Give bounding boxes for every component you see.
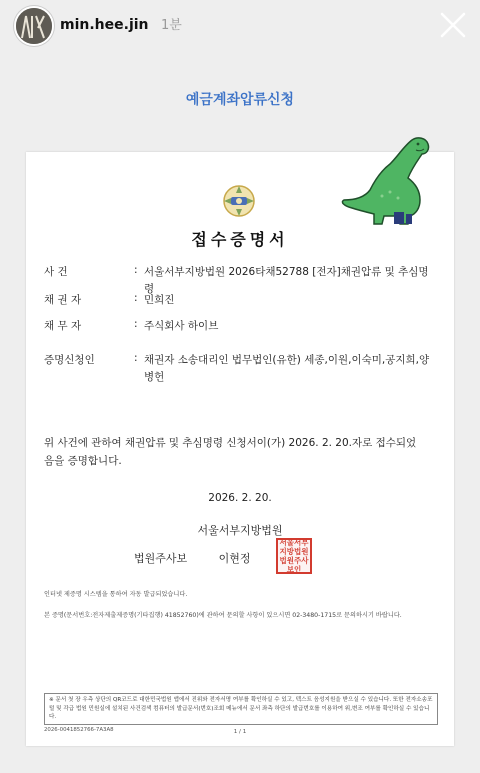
certificate-statement: 위 사건에 관하여 채권압류 및 추심명령 신청서이(가) 2026. 2. 20.자로 접수되었음을 증명합니다. [44,437,417,467]
document-number: 2026-0041852766-7A3A8 [44,727,114,733]
post-time: 1분 [160,18,182,33]
field-label: 채 무 자 [44,320,82,332]
field-label: 증명신청인 [44,354,95,366]
verification-footer: ※ 문서 첫 장 우측 상단의 QR코드로 대한민국법원 앱에서 진위와 전자서명 여부를 확인하실 수 있고, 텍스트 음성지원을 받으실 수 있습니다. 또한 전자소송포털 및 각급 법원 민원실에 설치된 사건검색 컴퓨터의 발급문서(번호)조회 메뉴에서 문서 좌측 하단의 발급번호를 이용하여 위,변조 여부를 확인하실 수 있습니다. [44,693,438,725]
issue-date: 2026. 2. 20. [208,492,272,504]
officer-role: 법원주사보 [134,552,188,565]
close-icon[interactable] [436,8,470,42]
field-label: 사 건 [44,266,68,278]
page-number: 1 / 1 [233,729,247,735]
username[interactable]: min.hee.jin [60,17,149,33]
officer-name: 이현정 [218,552,251,565]
story-header [0,0,480,60]
dinosaur-sticker [338,134,436,226]
document-title: 접수증명서 [191,230,289,249]
court-name: 서울서부지방법원 [197,524,283,537]
story-user [60,14,182,33]
certificate-document: 접수증명서 사 건 : 서울서부지방법원 2026타채52788 [전자]채권압류 및 추심명령 채 권 자 : 민희진 채 무 자 : 주식회사 하이브 증명신청인 : 채권자 소송대리인 법무법인(유한) 세종,이원,이숙미,공지희,양병헌 위 사건에 관하여 채권압류 및 추심명령 신청서이(가) 2026. 2. 20.자로 접수되었음을 증명합니다. 2026. 2. 20. 서울서부지방법원 법원주사보 이현정 서울서부지방법원법원주사보인 인터넷 제증명 시스템을 통하여 자동 발급되었습니다. 본 증명(문서번호:전자제출제증명(기타집행) 41852760)에 관하여 문의할 사항이 있으시면 02-3480-1715로 문의하시기 바랍니다. ※ 문서 첫 장 우측 상단의 QR코드로 대한민국법원 앱에서 진위와 전자서명 여부를 확인하실 수 있고, 텍스트 음성지원을 받으실 수 있습니다. 또한 전자소송포털 및 각급 법원 민원실에 설치된 사건검색 컴퓨터의 발급문서(번호)조회 메뉴에서 문서 좌측 하단의 발급번호를 이용하여 위,변조 여부를 확인하실 수 있습니다. 2026-0041852766-7A3A8 1 / 1 [26,152,454,746]
field-label: 채 권 자 [44,294,82,306]
field-value: 서울서부지방법원 2026타채52788 [전자]채권압류 및 추심명령 [144,266,429,295]
court-emblem-icon [217,179,261,223]
field-value: 주식회사 하이브 [144,320,219,332]
official-seal: 서울서부지방법원법원주사보인 [276,538,312,574]
field-value: 민희진 [144,294,175,306]
avatar[interactable] [14,6,54,46]
issue-note: 인터넷 제증명 시스템을 통하여 자동 발급되었습니다. [44,591,188,598]
field-value: 채권자 소송대리인 법무법인(유한) 세종,이원,이숙미,공지희,양병헌 [144,354,430,383]
inquiry-note: 본 증명(문서번호:전자제출제증명(기타집행) 41852760)에 관하여 문의할 사항이 있으시면 02-3480-1715로 문의하시기 바랍니다. [44,612,402,619]
story-heading: 예금계좌압류신청 [185,92,295,108]
officer-signature [134,550,251,566]
